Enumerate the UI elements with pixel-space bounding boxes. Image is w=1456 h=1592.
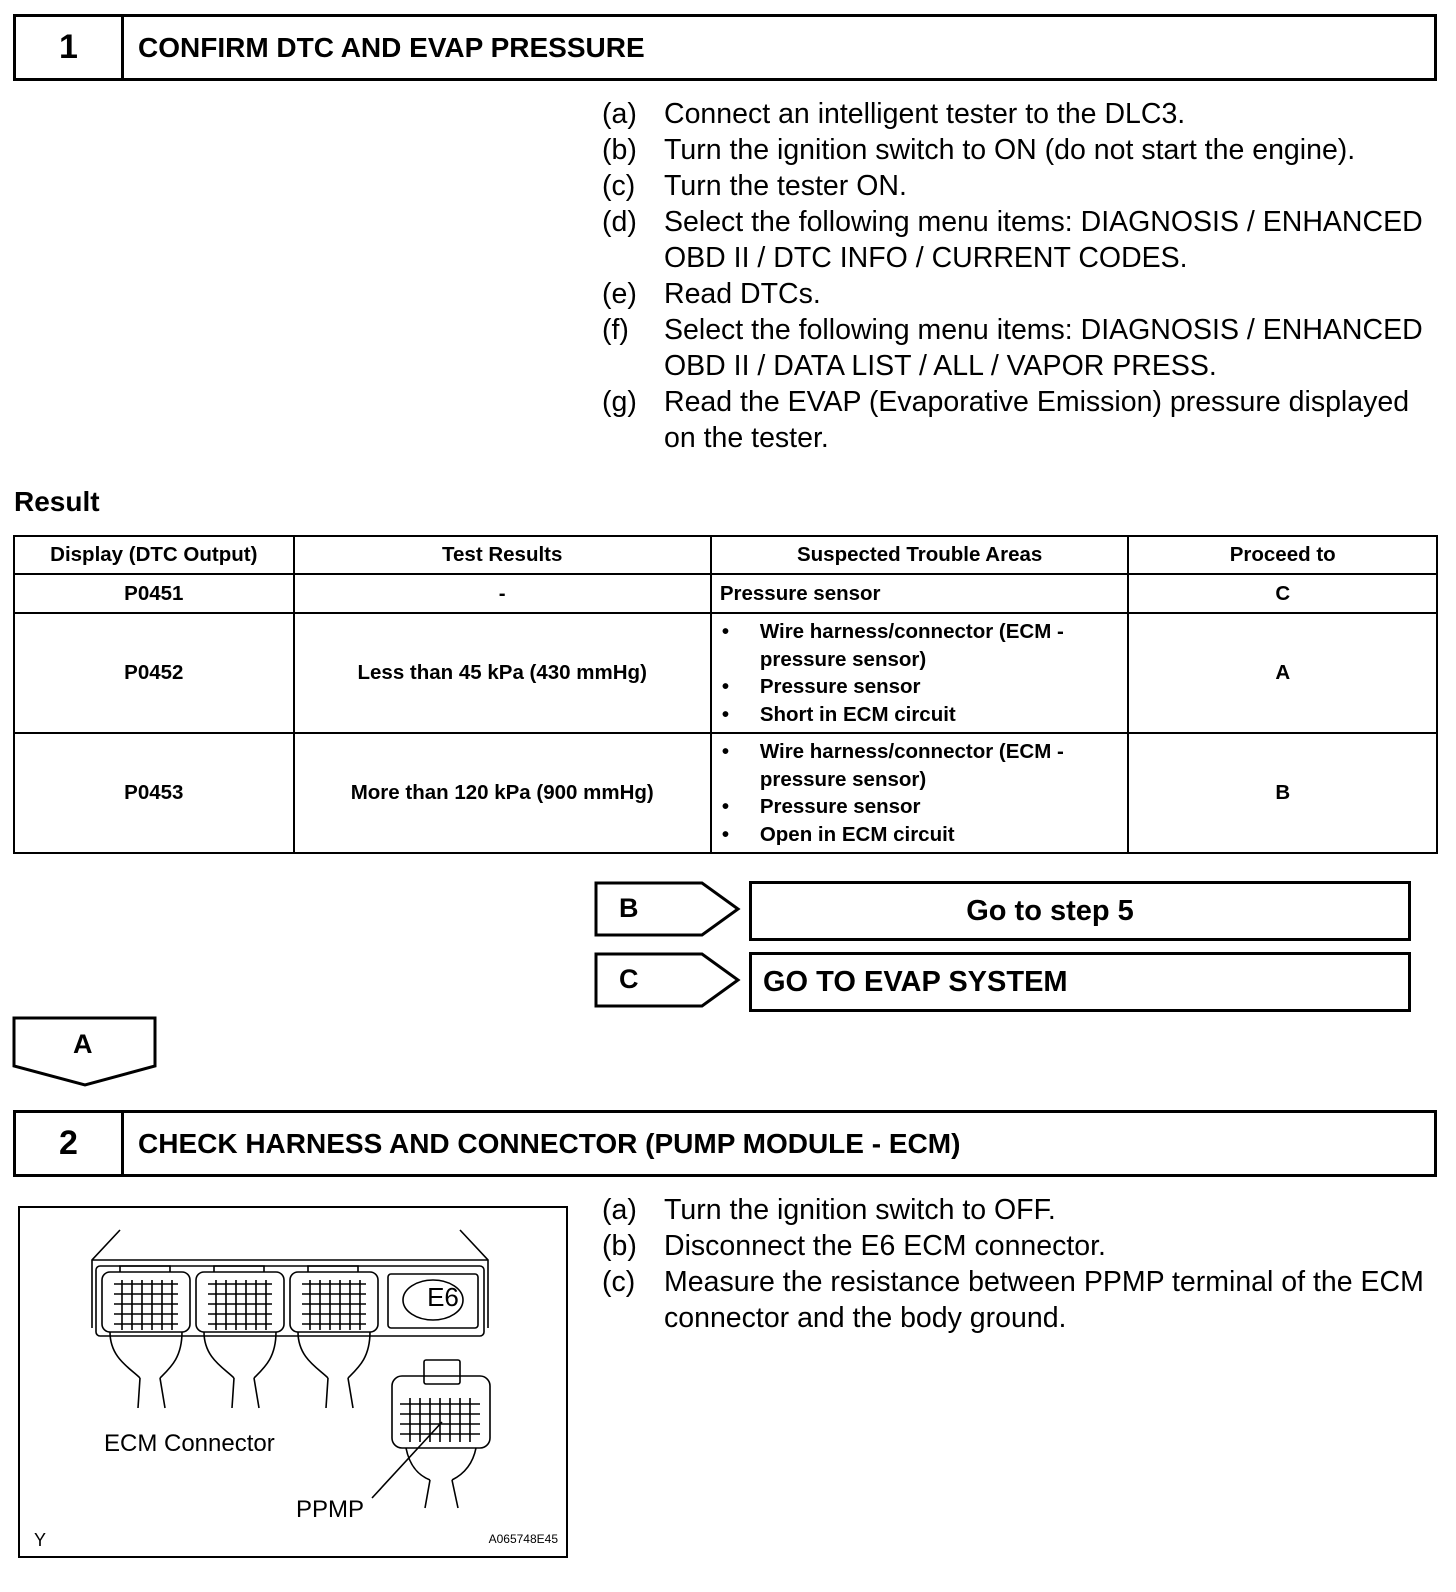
trouble-area-text: Open in ECM circuit — [759, 822, 955, 846]
instruction-text: Disconnect the E6 ECM connector. — [664, 1230, 1106, 1262]
trouble-area-cell — [711, 733, 1129, 853]
connector-code-label: E6 — [427, 1282, 459, 1312]
list-item — [720, 701, 1120, 729]
bullet: • — [721, 702, 730, 726]
dtc-cell: P0451 — [14, 574, 294, 613]
arrow-shape — [596, 954, 738, 1006]
trouble-area-text: Pressure sensor — [759, 675, 921, 698]
instruction-text: Select the following menu items: DIAGNOSIS / ENHANCED OBD II / DTC INFO / CURRENT CODES. — [664, 206, 1423, 274]
table-row — [14, 574, 1437, 613]
instruction-item — [602, 1228, 1432, 1264]
test-result-cell: More than 120 kPa (900 mmHg) — [294, 733, 711, 853]
connector-block — [102, 1266, 190, 1332]
instruction-item — [602, 276, 1432, 312]
ecm-connector-figure — [18, 1206, 568, 1558]
result-table — [13, 535, 1438, 854]
bullet: • — [721, 675, 730, 698]
trouble-area-text: Pressure sensor — [759, 795, 921, 818]
trouble-area-list — [720, 738, 1120, 848]
connector-block — [290, 1266, 378, 1332]
result-heading: Result — [14, 486, 100, 517]
go-to-evap-system-box: GO TO EVAP SYSTEM — [749, 952, 1411, 1012]
instruction-item — [602, 132, 1432, 168]
test-result-cell: Less than 45 kPa (430 mmHg) — [294, 613, 711, 733]
instruction-text: Turn the ignition switch to OFF. — [664, 1194, 1056, 1226]
column-header: Test Results — [294, 536, 711, 574]
instruction-label: (c) — [602, 1266, 636, 1298]
trouble-area-text: Wire harness/connector (ECM - pressure sensor) — [759, 620, 1064, 671]
branch-arrow-b — [594, 881, 742, 937]
instruction-text: Measure the resistance between PPMP terminal of the ECM connector and the body ground. — [664, 1266, 1424, 1334]
instruction-label: (b) — [602, 134, 637, 166]
instruction-text: Connect an intelligent tester to the DLC3. — [664, 98, 1186, 130]
trouble-area-cell — [711, 574, 1129, 613]
instruction-item — [602, 204, 1432, 276]
connector-block — [196, 1266, 284, 1332]
instruction-label: (a) — [602, 98, 637, 130]
instruction-label: (c) — [602, 170, 636, 202]
instruction-label: (b) — [602, 1230, 637, 1262]
figure-id: A065748E45 — [488, 1532, 558, 1546]
trouble-area-cell — [711, 613, 1129, 733]
branch-letter-b: B — [619, 893, 639, 923]
proceed-cell: A — [1128, 613, 1437, 733]
list-item — [720, 738, 1120, 793]
ecm-connector-illustration — [20, 1208, 566, 1556]
instruction-label: (d) — [602, 206, 637, 238]
branch-letter-c: C — [619, 964, 639, 994]
list-item — [720, 793, 1120, 821]
step1-instructions — [602, 96, 1432, 456]
instruction-label: (a) — [602, 1194, 637, 1226]
dtc-cell: P0453 — [14, 733, 294, 853]
continue-letter-a: A — [73, 1029, 93, 1059]
ecm-connector-label: ECM Connector — [104, 1430, 275, 1457]
step1-number: 1 — [16, 17, 124, 78]
dtc-cell: P0452 — [14, 613, 294, 733]
branch-arrow-c — [594, 952, 742, 1008]
trouble-area-list — [720, 618, 1120, 728]
list-item — [720, 673, 1120, 701]
instruction-label: (g) — [602, 386, 637, 418]
column-header: Proceed to — [1128, 536, 1437, 574]
step2-instructions — [602, 1192, 1432, 1336]
test-result-cell: - — [294, 574, 711, 613]
table-header-row — [14, 536, 1437, 574]
step2-header — [13, 1110, 1437, 1177]
instruction-text: Select the following menu items: DIAGNOSIS / ENHANCED OBD II / DATA LIST / ALL / VAPOR PRESS. — [664, 314, 1423, 382]
proceed-cell: B — [1128, 733, 1437, 853]
step1-header — [13, 14, 1437, 81]
list-item — [720, 821, 1120, 849]
arrow-shape — [596, 883, 738, 935]
trouble-area-text: Pressure sensor — [719, 581, 881, 605]
instruction-label: (e) — [602, 278, 637, 310]
instruction-item — [602, 1264, 1432, 1336]
trouble-area-text: Wire harness/connector (ECM - pressure sensor) — [759, 740, 1064, 791]
bullet: • — [721, 740, 730, 763]
column-header: Suspected Trouble Areas — [711, 536, 1129, 574]
corner-mark: Y — [34, 1530, 47, 1550]
instruction-text: Turn the ignition switch to ON (do not start the engine). — [664, 134, 1356, 166]
instruction-item — [602, 168, 1432, 204]
instruction-text: Read the EVAP (Evaporative Emission) pressure displayed on the tester. — [664, 386, 1410, 454]
bullet: • — [721, 795, 730, 818]
step1-title: CONFIRM DTC AND EVAP PRESSURE — [138, 31, 645, 63]
column-header: Display (DTC Output) — [14, 536, 294, 574]
proceed-cell: C — [1128, 574, 1437, 613]
step2-number: 2 — [16, 1113, 124, 1174]
table-row — [14, 613, 1437, 733]
table-row — [14, 733, 1437, 853]
ppmp-terminal-label: PPMP — [296, 1496, 365, 1523]
step2-title: CHECK HARNESS AND CONNECTOR (PUMP MODULE - ECM) — [138, 1127, 961, 1159]
instruction-label: (f) — [602, 314, 629, 346]
instruction-item — [602, 1192, 1432, 1228]
list-item — [720, 618, 1120, 673]
instruction-item — [602, 96, 1432, 132]
instruction-item — [602, 312, 1432, 384]
instruction-text: Turn the tester ON. — [664, 170, 907, 202]
instruction-text: Read DTCs. — [664, 278, 821, 310]
bullet: • — [721, 620, 730, 643]
bullet: • — [721, 822, 730, 846]
go-to-step5-box: Go to step 5 — [749, 881, 1411, 941]
trouble-area-text: Short in ECM circuit — [759, 702, 956, 726]
instruction-item — [602, 384, 1432, 456]
